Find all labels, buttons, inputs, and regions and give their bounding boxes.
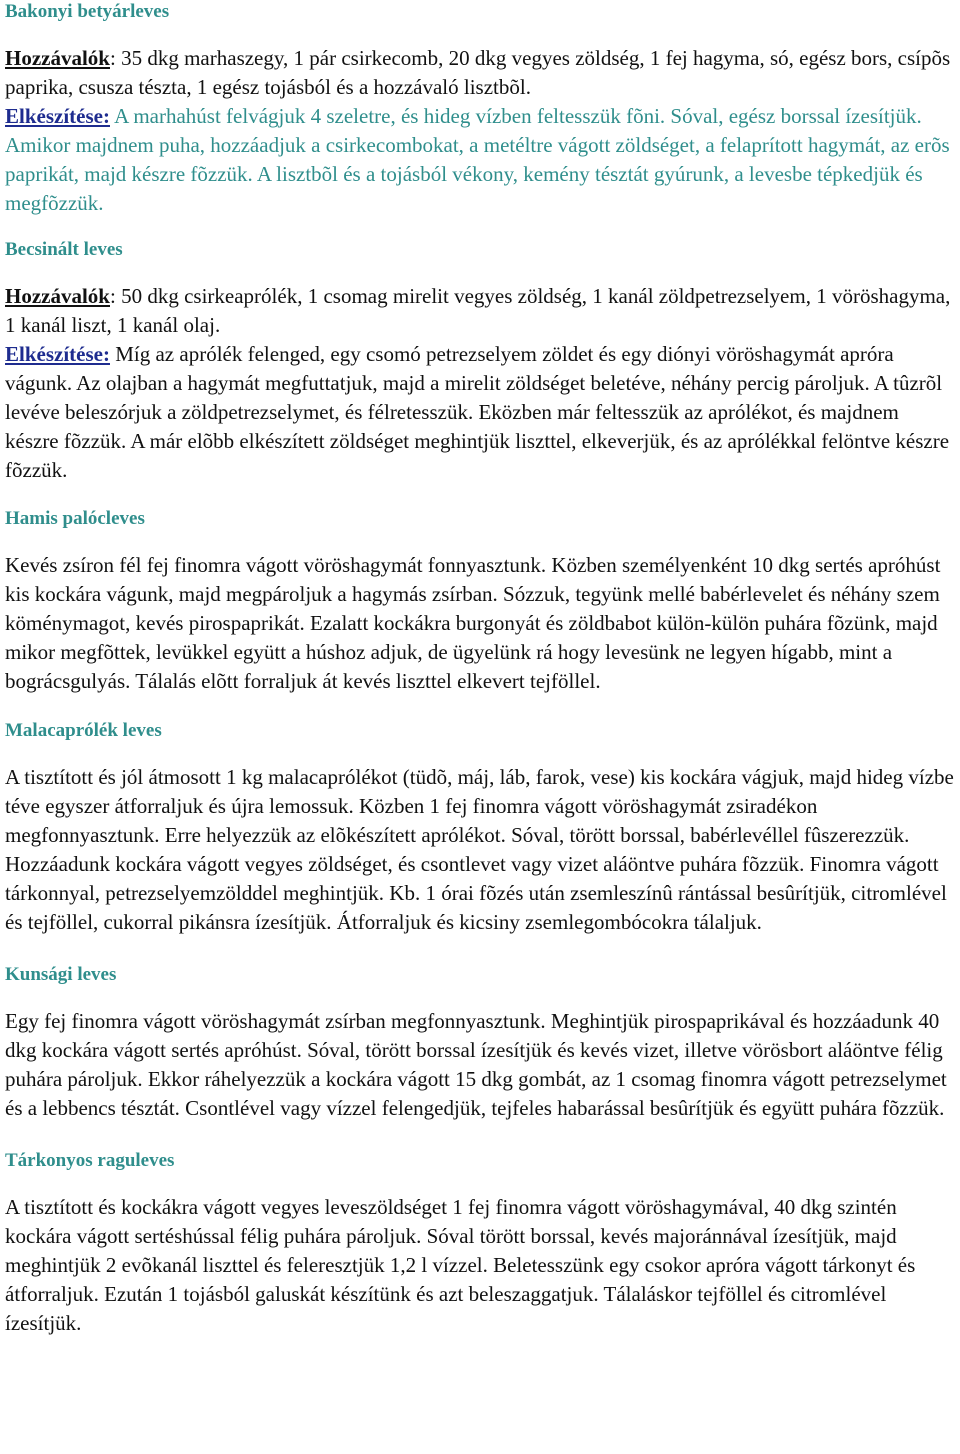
recipe-becsinalt-leves	[5, 238, 955, 485]
preparation-label: Elkészítése:	[5, 342, 110, 366]
recipe-bakonyi-betyarleves	[5, 0, 955, 218]
section-spacer	[5, 495, 955, 507]
recipe-tarkonyos-raguleves	[5, 1149, 955, 1338]
recipe-title: Malacaprólék leves	[5, 720, 162, 741]
ingredients-label: Hozzávalók	[5, 284, 110, 308]
recipe-kunsagi-leves	[5, 963, 955, 1123]
preparation-text: A marhahúst felvágjuk 4 szeletre, és hideg vízben feltesszük fõni. Sóval, egész borssal ízesítjük. Amikor majdnem puha, hozzáadjuk a csirkecombokat, a metéltre vágott zöldséget, a felaprított hagymát, az erõs paprikát, majd készre fõzzük. A lisztbõl és a tojásból vékony, kemény tésztát gyúrunk, a levesbe tépkedjük és megfõzzük.	[5, 104, 950, 215]
section-spacer	[5, 1133, 955, 1149]
ingredients-text: 50 dkg csirkeaprólék, 1 csomag mirelit vegyes zöldség, 1 kanál zöldpetrezselyem, 1 vöröshagyma, 1 kanál liszt, 1 kanál olaj.	[5, 284, 951, 337]
recipe-body	[5, 44, 955, 218]
section-spacer	[5, 228, 955, 238]
ingredients-separator: :	[110, 284, 122, 308]
preparation-label: Elkészítése:	[5, 104, 110, 128]
preparation-text: Míg az aprólék felenged, egy csomó petrezselyem zöldet és egy diónyi vöröshagymát apróra vágunk. Az olajban a hagymát megfuttatjuk, majd a mirelit zöldséget beletéve, néhány percig pároljuk. A tûzrõl levéve beleszórjuk a zöldpetrezselymet, és félretesszük. Eközben már feltesszük az aprólékot, és majdnem készre fõzzük. A már elõbb elkészített zöldséget meghintjük liszttel, elkeverjük, és az aprólékkal felöntve készre fõzzük.	[5, 342, 950, 482]
recipe-body: A tisztított és jól átmosott 1 kg malacaprólékot (tüdõ, máj, láb, farok, vese) kis kockára vágjuk, majd hideg vízbe téve egyszer átforraljuk és újra lemossuk. Közben 1 fej finomra vágott vöröshagymát zsiradékon megfonnyasztunk. Erre helyezzük az elõkészített aprólékot. Sóval, törött borssal, babérlevéllel fûszerezzük. Hozzáadunk kockára vágott vegyes zöldséget, és csontlevet vagy vizet aláöntve puhára fõzzük. Finomra vágott tárkonnyal, petrezselyemzölddel meghintjük. Kb. 1 órai fõzés után zsemleszínû rántással besûrítjük, citromlével és tejföllel, cukorral pikánsra ízesítjük. Átforraljuk és kicsiny zsemlegombócokra tálaljuk.	[5, 765, 954, 934]
recipe-title: Bakonyi betyárleves	[5, 1, 170, 22]
ingredients-text: 35 dkg marhaszegy, 1 pár csirkecomb, 20 dkg vegyes zöldség, 1 fej hagyma, só, egész bors, csípõs paprika, csusza tészta, 1 egész tojásból és a hozzávaló lisztbõl.	[5, 46, 951, 99]
ingredients-separator: :	[110, 46, 122, 70]
section-spacer	[5, 706, 955, 719]
recipe-page	[5, 0, 955, 1338]
recipe-body	[5, 282, 955, 485]
recipe-hamis-palocleves	[5, 507, 955, 696]
recipe-body: Egy fej finomra vágott vöröshagymát zsírban megfonnyasztunk. Meghintjük pirospaprikával és hozzáadunk 40 dkg kockára vágott sertés apróhúst. Sóval, törött borssal ízesítjük és kevés vizet, illetve vörösbort aláöntve félig puhára pároljuk. Ekkor ráhelyezzük a kockára vágott 15 dkg gombát, az 1 csomag finomra vágott petrezselymet és a lebbencs tésztát. Csontlével vagy vízzel felengedjük, tejfeles habarással besûrítjük és együtt puhára fõzzük.	[5, 1009, 947, 1120]
recipe-malacaprolek-leves	[5, 719, 955, 937]
recipe-body: Kevés zsíron fél fej finomra vágott vöröshagymát fonnyasztunk. Közben személyenként 10 dkg sertés apróhúst kis kockára vágunk, majd megpároljuk a hagymás zsírban. Sózzuk, tegyünk mellé babérlevelet és néhány szem köménymagot, kevés pirospaprikát. Ezalatt kockákra burgonyát és zöldbabot külön-külön puhára fõzünk, majd mikor megfõttek, levükkel együtt a húshoz adjuk, de ügyelünk rá hogy levesünk ne legyen hígabb, mint a bográcsgulyás. Tálalás elõtt forraljuk át kevés liszttel elkevert tejföllel.	[5, 553, 941, 693]
recipe-title: Hamis palócleves	[5, 508, 145, 529]
recipe-body: A tisztított és kockákra vágott vegyes leveszöldséget 1 fej finomra vágott vöröshagymával, 40 dkg szintén kockára vágott sertéshússal félig puhára pároljuk. Sóval törött borssal, kevés majoránnával ízesítjük, majd meghintjük 2 evõkanál liszttel és feleresztjük 1,2 l vízzel. Beletesszünk egy csokor apróra vágott tárkonyt és átforraljuk. Ezután 1 tojásból galuskát készítünk és azt beleszaggatjuk. Tálaláskor tejföllel és citromlével ízesítjük.	[5, 1195, 916, 1335]
recipe-title: Becsinált leves	[5, 239, 123, 260]
section-spacer	[5, 947, 955, 963]
recipe-title: Kunsági leves	[5, 964, 117, 985]
recipe-title: Tárkonyos raguleves	[5, 1150, 175, 1171]
ingredients-label: Hozzávalók	[5, 46, 110, 70]
